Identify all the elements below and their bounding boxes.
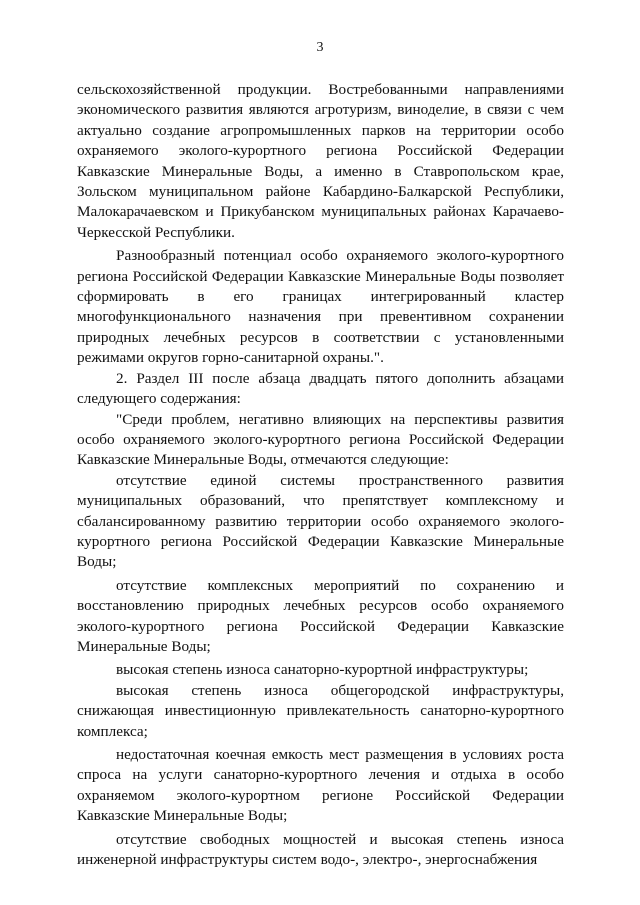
paragraph-agro-parks: сельскохозяйственной продукции. Востребованными направлениями экономического развития являются агротуризм, виноделие, в связи с чем актуально создание агропромышленных парков на территории особо охраняемого эколого-курортного региона Российской Федерации Кавказские Минеральные Воды, а именно в Ставропольском крае, Зольском муниципальном районе Кабардино-Балкарской Республики, Малокарачаевском и Прикубанском муниципальных районах Карачаево-Черкесской Республики. <box>77 81 564 241</box>
paragraph-problems-intro: "Среди проблем, негативно влияющих на перспективы развития особо охраняемого эколого-курортного региона Российской Федерации Кавказские Минеральные Воды, отмечаются следующие: <box>77 410 564 469</box>
paragraph-resort-infrastructure: высокая степень износа санаторно-курортной инфраструктуры; <box>116 661 529 679</box>
paragraph-cluster-potential: Разнообразный потенциал особо охраняемого эколого-курортного региона Российской Федерации Кавказские Минеральные Воды позволяет сформировать в его границах интегрированный кластер многофункционального назначения при превентивном сохранении природных лечебных ресурсов в соответствии с установленными режимами округов горно-санитарной охраны.". <box>77 247 564 367</box>
paragraph-section-amendment: 2. Раздел III после абзаца двадцать пятого дополнить абзацами следующего содержания: <box>77 369 564 408</box>
paragraph-engineering-infrastructure: отсутствие свободных мощностей и высокая степень износа инженерной инфраструктуры систем водо-, электро-, энергоснабжения <box>77 830 564 869</box>
page-number: 3 <box>316 40 324 55</box>
document-body <box>77 80 564 870</box>
paragraph-city-infrastructure: высокая степень износа общегородской инфраструктуры, снижающая инвестиционную привлекательность санаторно-курортного комплекса; <box>77 681 564 740</box>
paragraph-spatial-development: отсутствие единой системы пространственного развития муниципальных образований, что препятствует комплексному и сбалансированному развитию территории особо охраняемого эколого-курортного региона Российской Федерации Кавказские Минеральные Воды; <box>77 471 564 571</box>
paragraph-resource-preservation: отсутствие комплексных мероприятий по сохранению и восстановлению природных лечебных ресурсов особо охраняемого эколого-курортного региона Российской Федерации Кавказские Минеральные Воды; <box>77 576 564 655</box>
paragraph-bed-capacity: недостаточная коечная емкость мест размещения в условиях роста спроса на услуги санаторно-курортного лечения и отдыха в особо охраняемом эколого-курортном регионе Российской Федерации Кавказские Минеральные Воды; <box>77 746 564 825</box>
